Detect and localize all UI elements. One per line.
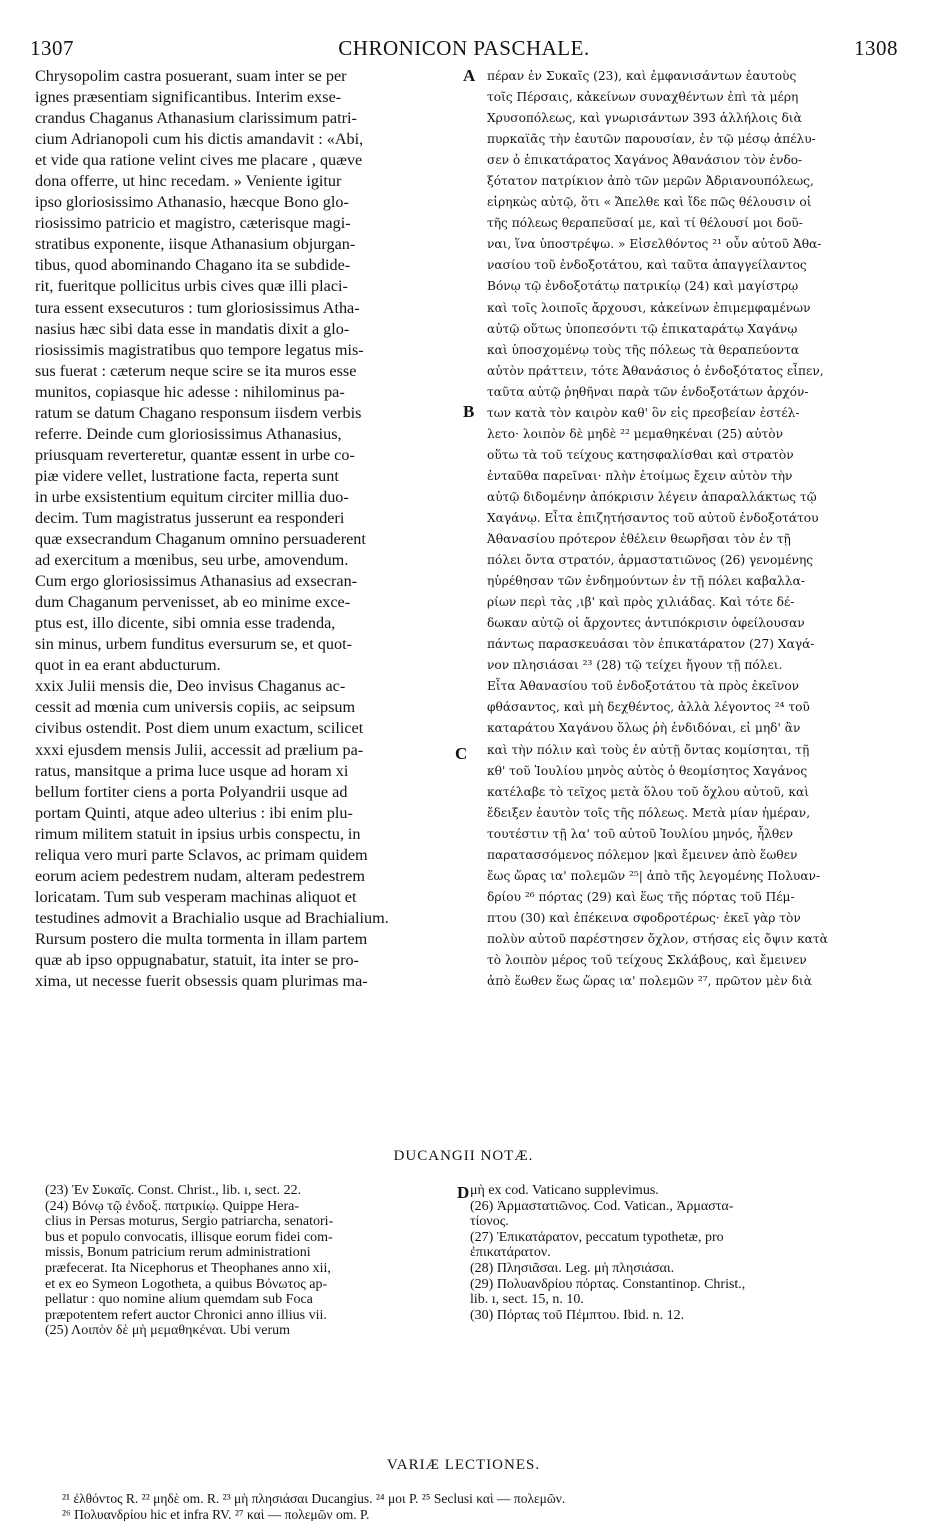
text-line: κθ' τοῦ Ἰουλίου μηνὸς αὐτὸς ὁ θεομίσητος Χαγάνος bbox=[487, 763, 808, 778]
note-line: (28) Πλησιᾶσαι. Leg. μὴ πλησιάσαι. bbox=[470, 1260, 675, 1276]
text-line: Chrysopolim castra posuerant, suam inter se per bbox=[35, 67, 347, 85]
text-line: ἐνταῦθα παρεῖναι· πλὴν ἑτοίμως ἔχειν αὐτὸν τὴν bbox=[487, 468, 793, 483]
text-line: Ἀθανασίου πρότερον ἐθέλειν θεωρῆσαι τὸν ἐν τῇ bbox=[487, 532, 791, 547]
margin-letter-a: A bbox=[463, 66, 476, 85]
text-line: νασίου τοῦ ἐνδοξοτάτου, καὶ ταῦτα ἀπαγγείλαντος bbox=[487, 258, 807, 273]
text-line: καὶ τὴν πόλιν καὶ τοὺς ἐν αὐτῇ ὄντας κομίσηται, τῇ bbox=[487, 742, 810, 757]
text-line: ad exercitum a mœnibus, seu urbe, amovendum. bbox=[35, 551, 349, 570]
text-line: λετο· λοιπὸν δὲ μηδὲ ²² μεμαθηκέναι (25) αὐτὸν bbox=[487, 426, 783, 441]
text-line: cium Adrianopoli cum his dictis amandavit : «Abi, bbox=[35, 130, 364, 149]
text-line: τῆς πόλεως θεραπεῦσαί με, καὶ τί θέλουσί μοι δοῦ- bbox=[487, 216, 803, 231]
text-line: αὐτῷ διδομένην ἀπόκρισιν λέγειν ἀπαραλλάκτως τῷ bbox=[487, 489, 817, 504]
text-line: πόλει ὄντα στρατόν, ἁρμαστατιῶνος (26) γενομένης bbox=[487, 553, 814, 568]
text-line: Χρυσοπόλεως, καὶ γνωρισάντων 393 ἀλλήλοις διὰ bbox=[487, 111, 802, 126]
note-line: μὴ ex cod. Vaticano supplevimus. bbox=[470, 1183, 659, 1198]
text-line: ναι, ἵνα ὑποστρέψω. » Εἰσελθόντος ²¹ οὖν αὐτοῦ Ἀθα- bbox=[487, 237, 822, 252]
text-line: decim. Tum magistratus jusserunt ea responderi bbox=[35, 508, 345, 527]
variant-line: ²⁶ Πολυανδρίου hic et infra RV. ²⁷ καὶ — πολεμῶν om. P. bbox=[62, 1506, 370, 1522]
text-line: priusquam reverteretur, quantæ essent in urbe co- bbox=[35, 445, 355, 464]
text-line: καὶ τοῖς λοιποῖς ἄρχουσι, κἀκείνων ἐπιμεμφαμένων bbox=[487, 300, 811, 315]
text-line: τὸ λοιπὸν μέρος τοῦ τείχους Σκλάβους, καὶ ἔμεινεν bbox=[487, 952, 807, 967]
page-number-left: 1307 bbox=[30, 36, 74, 60]
text-line: ratus, mansitque a prima luce usque ad horam xi bbox=[35, 761, 349, 780]
text-line: testudines admovit a Brachialio usque ad Brachialium. bbox=[35, 908, 389, 927]
notes-left-column bbox=[45, 1183, 453, 1339]
text-line: bellum fortiter ciens a porta Polyandrii usque ad bbox=[35, 782, 348, 801]
text-line: ταῦτα αὐτῷ ῥηθῆναι παρὰ τῶν ἐνδοξοτάτων ἀρχόν- bbox=[487, 384, 809, 399]
text-line: sin minus, urbem funditus eversurum se, et quot- bbox=[35, 635, 352, 654]
text-line: ἀπὸ ἕωθεν ἕως ὥρας ια' πολεμῶν ²⁷, πρῶτον μὲν διὰ bbox=[487, 974, 812, 989]
text-line: munitos, copiasque hic adesse : nihilominus pa- bbox=[35, 382, 345, 401]
text-line: οὕτω τὰ τοῦ τείχους κατησφαλίσθαι καὶ στρατὸν bbox=[487, 447, 794, 462]
text-line: δωκαν αὐτῷ οἱ ἄρχοντες ἀντιπόκρισιν ὀφείλουσαν bbox=[487, 616, 805, 631]
text-line: φθάσαντος, καὶ μὴ δεχθέντος, ἀλλὰ λέγοντος ²⁴ τοῦ bbox=[487, 700, 810, 715]
note-line: (24) Βόνῳ τῷ ἐνδοξ. πατρικίῳ. Quippe Hera- bbox=[45, 1198, 299, 1214]
text-line: dum Chaganum pervenisset, ab eo minime exce- bbox=[35, 593, 351, 612]
text-line: stratibus exponente, iisque Athanasium objurgan- bbox=[35, 235, 356, 254]
latin-column bbox=[35, 66, 459, 992]
running-title: CHRONICON PASCHALE. bbox=[338, 36, 590, 60]
text-line: Βόνῳ τῷ ἐνδοξοτάτῳ πατρικίῳ (24) καὶ μαγίστρῳ bbox=[487, 279, 799, 294]
text-line: rit, fueritque pollicitus urbis cives quæ illi placi- bbox=[35, 277, 348, 296]
note-line: missis, Bonum patricium rerum administrationi bbox=[45, 1245, 311, 1261]
note-line: præpotentem refert auctor Chronici anno illius vii. bbox=[45, 1307, 327, 1323]
text-line: tura essent exsecuturos : tum gloriosissimus Atha- bbox=[35, 298, 360, 317]
text-line: κατέλαβε τὸ τεῖχος μετὰ ὅλου τοῦ ὄχλου αὐτοῦ, καὶ bbox=[487, 784, 809, 799]
text-line: πυρκαϊᾶς τὴν ἑαυτῶν παρουσίαν, ἐν τῷ μέσῳ ἀπέλυ- bbox=[487, 132, 816, 147]
variant-line: ²¹ ἐλθόντος R. ²² μηδὲ om. R. ²³ μὴ πλησιάσαι Ducangius. ²⁴ μοι P. ²⁵ Seclusi καὶ — πολεμῶν. bbox=[62, 1491, 566, 1506]
text-line: quæ ab ipso oppugnabatur, statuit, ita inter se pro- bbox=[35, 950, 359, 969]
text-line: rimum militem statuit in ipsius urbis conspectu, in bbox=[35, 824, 361, 843]
note-line: (30) Πόρτας τοῦ Πέμπτου. Ibid. n. 12. bbox=[470, 1307, 685, 1323]
note-line: bus et populo convocatis, illisque eorum fidei com- bbox=[45, 1229, 333, 1245]
variae-title: VARIÆ LECTIONES. bbox=[386, 1457, 541, 1473]
page-number-right: 1308 bbox=[854, 36, 898, 60]
text-line: loricatam. Tum sub vesperam machinas aliquot et bbox=[35, 887, 357, 906]
text-line: ἔδειξεν ἑαυτὸν τοῖς τῆς πόλεως. Μετὰ μίαν ἡμέραν, bbox=[487, 805, 811, 820]
text-line: ratum se datum Chagano responsum iisdem verbis bbox=[35, 403, 362, 422]
text-line: σεν ὁ ἐπικατάρατος Χαγάνος Ἀθανάσιον τὸν ἐνδο- bbox=[487, 153, 803, 168]
text-line: καὶ ὑποσχομένῳ τοὺς τῆς πόλεως τὰ θεραπεύοντα bbox=[487, 342, 800, 357]
text-line: Εἶτα Ἀθανασίου τοῦ ἐνδοξοτάτου τὰ πρὸς ἐκεῖνον bbox=[487, 679, 800, 694]
text-line: crandus Chaganus Athanasium clarissimum patri- bbox=[35, 109, 357, 128]
text-line: παρατασσόμενος πόλεμον |καὶ ἔμεινεν ἀπὸ ἕωθεν bbox=[487, 847, 798, 862]
note-line: pellatur : quo nomine alium quemdam sub Foca bbox=[45, 1292, 313, 1308]
note-line: (29) Πολυανδρίου πόρτας. Constantinop. Christ., bbox=[470, 1276, 746, 1292]
text-line: νον πλησιάσαι ²³ (28) τῷ τείχει ἤγουν τῇ πόλει. bbox=[487, 658, 783, 673]
note-line: lib. ı, sect. 15, n. 10. bbox=[470, 1292, 584, 1308]
notes-right-column bbox=[470, 1183, 890, 1323]
margin-letter-d: D bbox=[457, 1183, 470, 1202]
text-line: nasius hæc sibi data esse in mandatis dixit a glo- bbox=[35, 319, 350, 338]
text-line: xxix Julii mensis die, Deo invisus Chaganus ac- bbox=[35, 677, 346, 696]
greek-column bbox=[487, 66, 895, 992]
text-line: των κατὰ τὸν καιρὸν καθ' ὃν εἰς πρεσβείαν ἐστέλ- bbox=[487, 405, 800, 420]
text-line: tibus, quod abominando Chagano ita se subdide- bbox=[35, 256, 351, 275]
text-line: δρίου ²⁶ πόρτας (29) καὶ ἕως τῆς πόρτας τοῦ Πέμ- bbox=[487, 889, 795, 904]
text-line: reliqua vero muri parte Sclavos, ac primam quidem bbox=[35, 845, 368, 864]
text-line: ρίων περὶ τὰς ‚ιβ' καὶ πρὸς χιλιάδας. Καὶ τότε δέ- bbox=[487, 595, 795, 610]
note-line: τίονος. bbox=[470, 1214, 509, 1230]
text-line: πτου (30) καὶ ἐπέκεινα σφοδροτέρως· ἐκεῖ γὰρ τὸν bbox=[487, 910, 801, 925]
text-line: xima, ut necesse fuerit obsessis quam plurimas ma- bbox=[35, 972, 368, 991]
variae-lectiones bbox=[62, 1490, 892, 1521]
text-line: xxxi ejusdem mensis Julii, accessit ad prælium pa- bbox=[35, 740, 364, 759]
text-line: ipso gloriosissimo Athanasio, hæcque Bono glo- bbox=[35, 193, 349, 212]
notes-title: DUCANGII NOTÆ. bbox=[393, 1148, 534, 1164]
text-line: εἰρηκὼς αὐτῷ, ὅτι « Ἄπελθε καὶ ἴδε πῶς θέλουσιν οἱ bbox=[487, 195, 812, 210]
text-line: ξότατον πατρίκιον ἀπὸ τῶν μερῶν Ἀδριανουπόλεως, bbox=[487, 174, 814, 189]
text-line: πέραν ἐν Συκαῖς (23), καὶ ἐμφανισάντων ἑαυτοὺς bbox=[487, 69, 797, 83]
text-line: πάντως παρασκευάσαι τὸν ἐπικατάρατον (27) Χαγά- bbox=[487, 637, 815, 652]
text-line: sus fuerat : cæterum neque scire se ita muros esse bbox=[35, 361, 357, 380]
text-line: ἕως ὥρας ια' πολεμῶν ²⁵| ἀπὸ τῆς λεγομένης Πολυαν- bbox=[487, 868, 821, 883]
text-line: riosissimis magistratibus quo tempore legatus mis- bbox=[35, 340, 364, 359]
note-line: (25) Λοιπὸν δὲ μὴ μεμαθηκέναι. Ubi verum bbox=[45, 1323, 291, 1339]
note-line: (26) Ἁρμαστατιῶνος. Cod. Vatican., Ἀρμαστα- bbox=[470, 1198, 734, 1214]
margin-letter-c: C bbox=[455, 744, 468, 763]
note-line: ἐπικατάρατον. bbox=[470, 1245, 551, 1261]
text-line: civibus ostendit. Post diem unum exactum, scilicet bbox=[35, 719, 364, 738]
text-line: αὐτὸν πράττειν, τότε Ἀθανάσιος ὁ ἐνδοξότατος εἶπεν, bbox=[487, 363, 824, 378]
margin-letter-b: B bbox=[463, 402, 475, 421]
note-line: et ex eo Symeon Logotheta, a quibus Βόνωτος ap- bbox=[45, 1276, 328, 1292]
note-line: clius in Persas moturus, Sergio patriarcha, senatori- bbox=[45, 1214, 334, 1230]
text-line: quot in ea erant abducturum. bbox=[35, 656, 221, 675]
text-line: referre. Deinde cum gloriosissimus Athanasius, bbox=[35, 424, 342, 443]
text-line: αὐτῷ οὕτως ὑποπεσόντι τῷ ἐπικαταράτῳ Χαγάνῳ bbox=[487, 321, 798, 336]
text-line: et vide qua ratione velint cives me placare , quæve bbox=[35, 151, 363, 170]
text-line: τοῖς Πέρσαις, κἀκείνων συναχθέντων ἐπὶ τὰ μέρη bbox=[487, 90, 799, 105]
text-line: riosissimo patricio et magistro, cæterisque magi- bbox=[35, 214, 351, 233]
note-line: (23) Ἐν Συκαῖς. Const. Christ., lib. ı, sect. 22. bbox=[45, 1183, 302, 1198]
text-line: πολὺν αὐτοῦ παρέστησεν ὄχλον, στήσας εἰς ὄψιν κατὰ bbox=[487, 931, 828, 946]
text-line: ηὑρέθησαν τῶν ἐνδημούντων ἐν τῇ πόλει καβαλλα- bbox=[487, 574, 805, 589]
text-line: cessit ad mœnia cum universis copiis, ac seipsum bbox=[35, 698, 356, 717]
text-line: in urbe exsistentium equitum circiter millia duo- bbox=[35, 487, 349, 506]
note-line: præfecerat. Ita Nicephorus et Theophanes anno xii, bbox=[45, 1260, 331, 1276]
text-line: Χαγάνῳ. Εἶτα ἐπιζητήσαντος τοῦ αὐτοῦ ἐνδοξοτάτου bbox=[487, 510, 819, 525]
text-line: eorum aciem pedestrem nudam, alteram pedestrem bbox=[35, 866, 365, 885]
text-line: Rursum postero die multa tormenta in illam partem bbox=[35, 929, 368, 948]
note-line: (27) Ἐπικατάρατον, peccatum typothetæ, pro bbox=[470, 1229, 724, 1245]
text-line: dona offerre, ut hinc recedam. » Veniente igitur bbox=[35, 172, 342, 191]
text-line: piæ videre vellet, lustratione facta, reperta sunt bbox=[35, 466, 339, 485]
text-line: τουτέστιν τῇ λα' τοῦ αὐτοῦ Ἰουλίου μηνός, ἦλθεν bbox=[487, 826, 793, 841]
text-line: Cum ergo gloriosissimus Athanasius ad exsecran- bbox=[35, 572, 358, 591]
text-line: portam Quinti, atque adeo ulterius : ibi enim plu- bbox=[35, 803, 353, 822]
text-line: ignes præsentiam significantibus. Interim exse- bbox=[35, 88, 342, 107]
running-header bbox=[30, 36, 898, 66]
text-line: ptus est, illo dicente, sibi omnia esse tradenda, bbox=[35, 614, 336, 633]
text-line: καταράτου Χαγάνου ὅλως ῥὴ ἐνδιδόναι, εἰ μηδ' ἂν bbox=[487, 721, 801, 736]
text-line: quæ exsecrandum Chaganum omnino persuaderent bbox=[35, 530, 366, 549]
